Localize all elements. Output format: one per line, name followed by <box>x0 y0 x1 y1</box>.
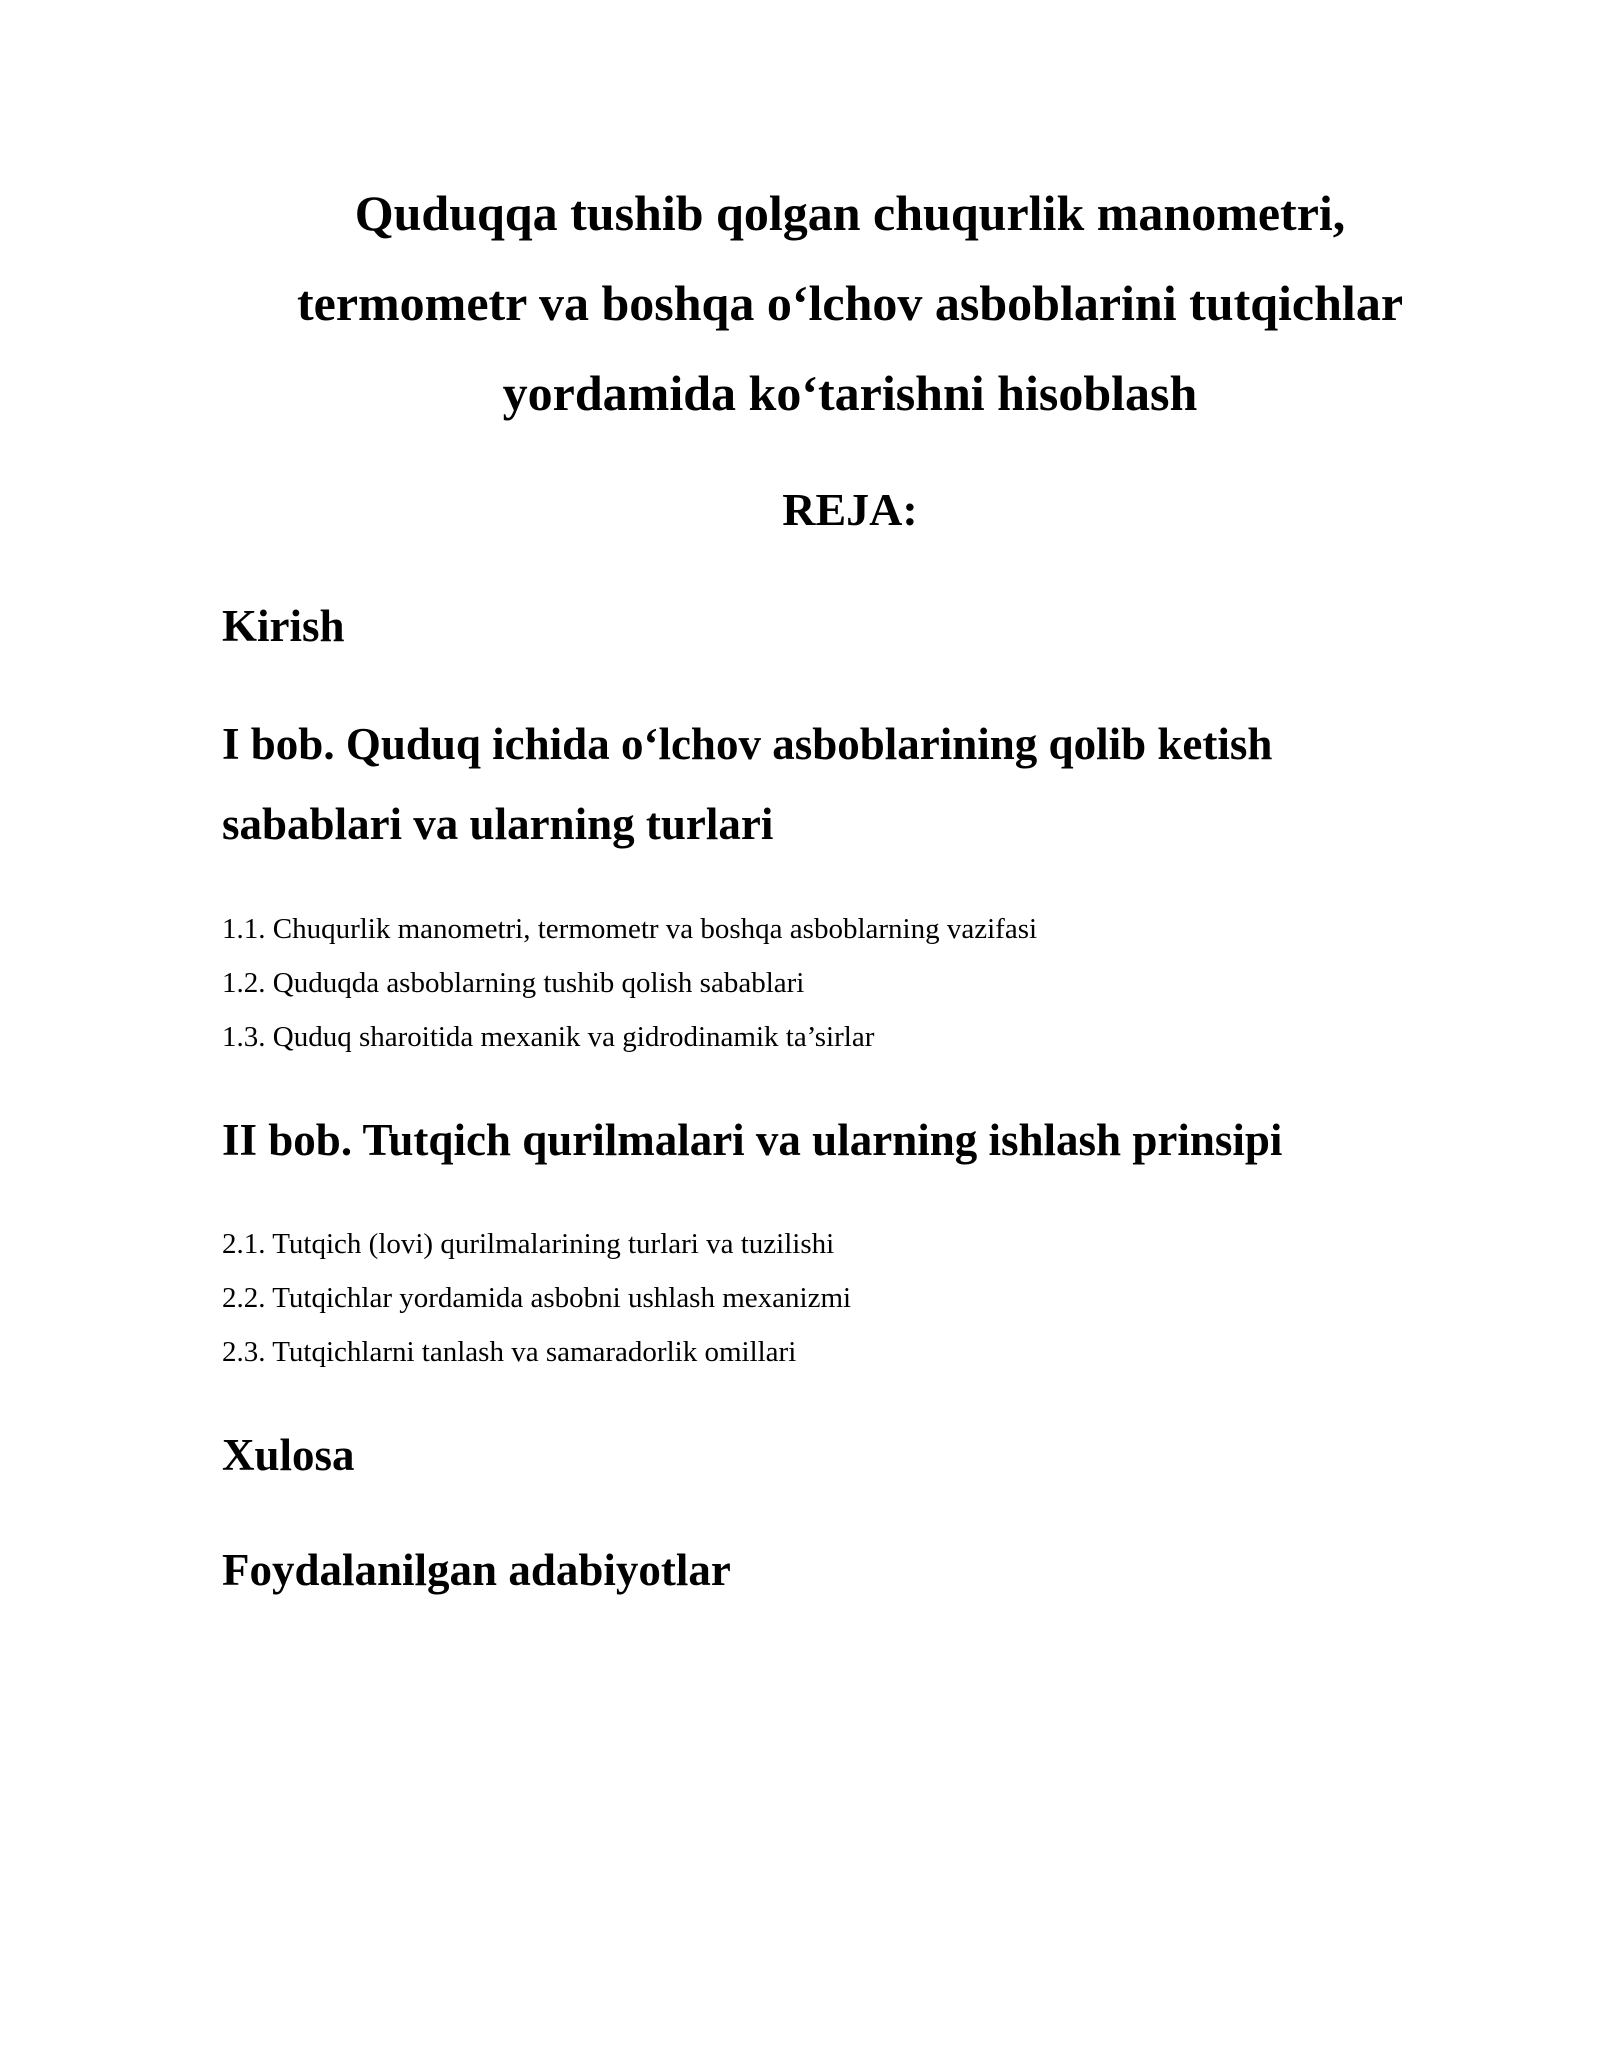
references-heading: Foydalanilgan adabiyotlar <box>222 1545 731 1595</box>
chapter2-item: 2.2. Tutqichlar yordamida asbobni ushlash mexanizmi <box>222 1282 852 1314</box>
chapter1-item: 1.2. Quduqda asboblarning tushib qolish sabablari <box>222 967 805 999</box>
plan-heading: REJA: <box>782 484 918 535</box>
document-title <box>180 168 1520 438</box>
chapter1-item: 1.3. Quduq sharoitida mexanik va gidrodinamik ta’sirlar <box>222 1021 875 1053</box>
chapter2-item: 2.1. Tutqich (lovi) qurilmalarining turlari va tuzilishi <box>222 1228 835 1260</box>
chapter2-item: 2.3. Tutqichlarni tanlash va samaradorlik omillari <box>222 1336 797 1368</box>
chapter1-title-line: I bob. Quduq ichida o‘lchov asboblarining qolib ketish <box>222 719 1273 769</box>
title-line: yordamida ko‘tarishni hisoblash <box>502 365 1198 421</box>
intro-heading: Kirish <box>222 601 345 651</box>
conclusion-heading: Xulosa <box>222 1430 355 1480</box>
chapter1-title-line: sabablari va ularning turlari <box>222 799 774 849</box>
title-line: Quduqqa tushib qolgan chuqurlik manometri, <box>354 185 1346 241</box>
title-line: termometr va boshqa o‘lchov asboblarini tutqichlar <box>296 275 1404 331</box>
chapter2-title: II bob. Tutqich qurilmalari va ularning ishlash prinsipi <box>222 1115 1283 1165</box>
chapter1-item: 1.1. Chuqurlik manometri, termometr va boshqa asboblarning vazifasi <box>222 913 1038 945</box>
